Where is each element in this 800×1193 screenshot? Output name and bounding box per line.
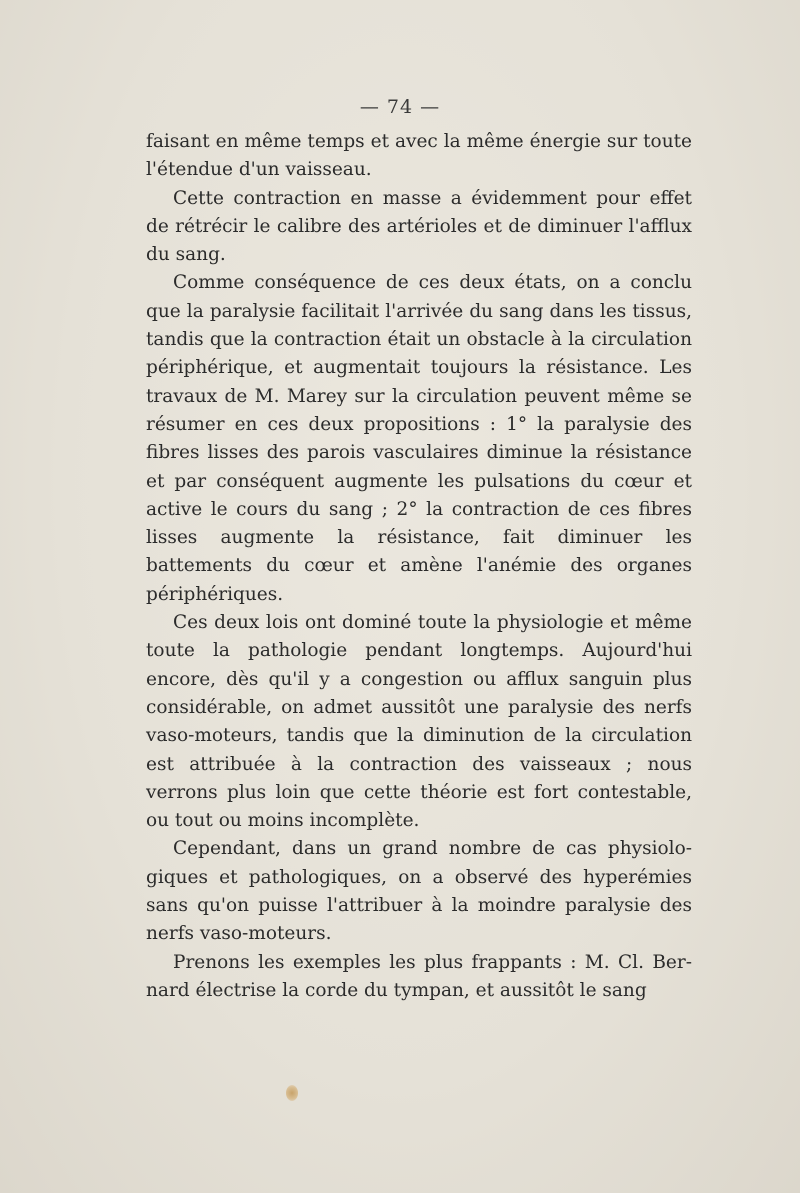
paragraph-2: Cette contraction en masse a évidemment pour effet de rétrécir le calibre des artérioles et de diminuer l'afflux du sang. (146, 187, 692, 266)
paragraph-6: Prenons les exemples les plus frappants : M. Cl. Bernard électrise la corde du tympan, et aussitôt le sang (146, 951, 692, 1001)
paragraph-3: Comme conséquence de ces deux états, on a conclu que la paralysie facilitait l'arrivée du sang dans les tissus, tandis que la contraction était un obstacle à la circulation périphérique, et augmentait toujours la résistance. Les travaux de M. Marey sur la circulation peuvent même se résumer en ces deux propositions : 1° la paralysie des fibres lisses des parois vasculaires diminue la résistance et par conséquent augmente les pulsations du cœur et active le cours du sang ; 2° la contraction de ces fibres lisses augmente la résistance, fait diminuer les battements du cœur et amène l'anémie des organes périphériques. (146, 272, 692, 605)
body-text (146, 128, 692, 1005)
paper-stain (286, 1085, 298, 1101)
paragraph-5: Cependant, dans un grand nombre de cas physiologiques et pathologiques, on a observé des hyperémies sans qu'on puisse l'attribuer à la moindre paralysie des nerfs vaso-moteurs. (146, 838, 692, 945)
page-number: — 74 — (359, 96, 441, 118)
paragraph-4: Ces deux lois ont dominé toute la physiologie et même toute la pathologie pendant longtemps. Aujourd'hui encore, dès qu'il y a congestion ou afflux sanguin plus considérable, on admet aussitôt une paralysie des nerfs vaso-moteurs, tandis que la diminution de la circulation est attribuée à la contraction des vaisseaux ; nous verrons plus loin que cette théorie est fort contestable, ou tout ou moins incomplète. (146, 612, 692, 832)
paragraph-1: faisant en même temps et avec la même énergie sur toute l'étendue d'un vaisseau. (146, 131, 692, 181)
